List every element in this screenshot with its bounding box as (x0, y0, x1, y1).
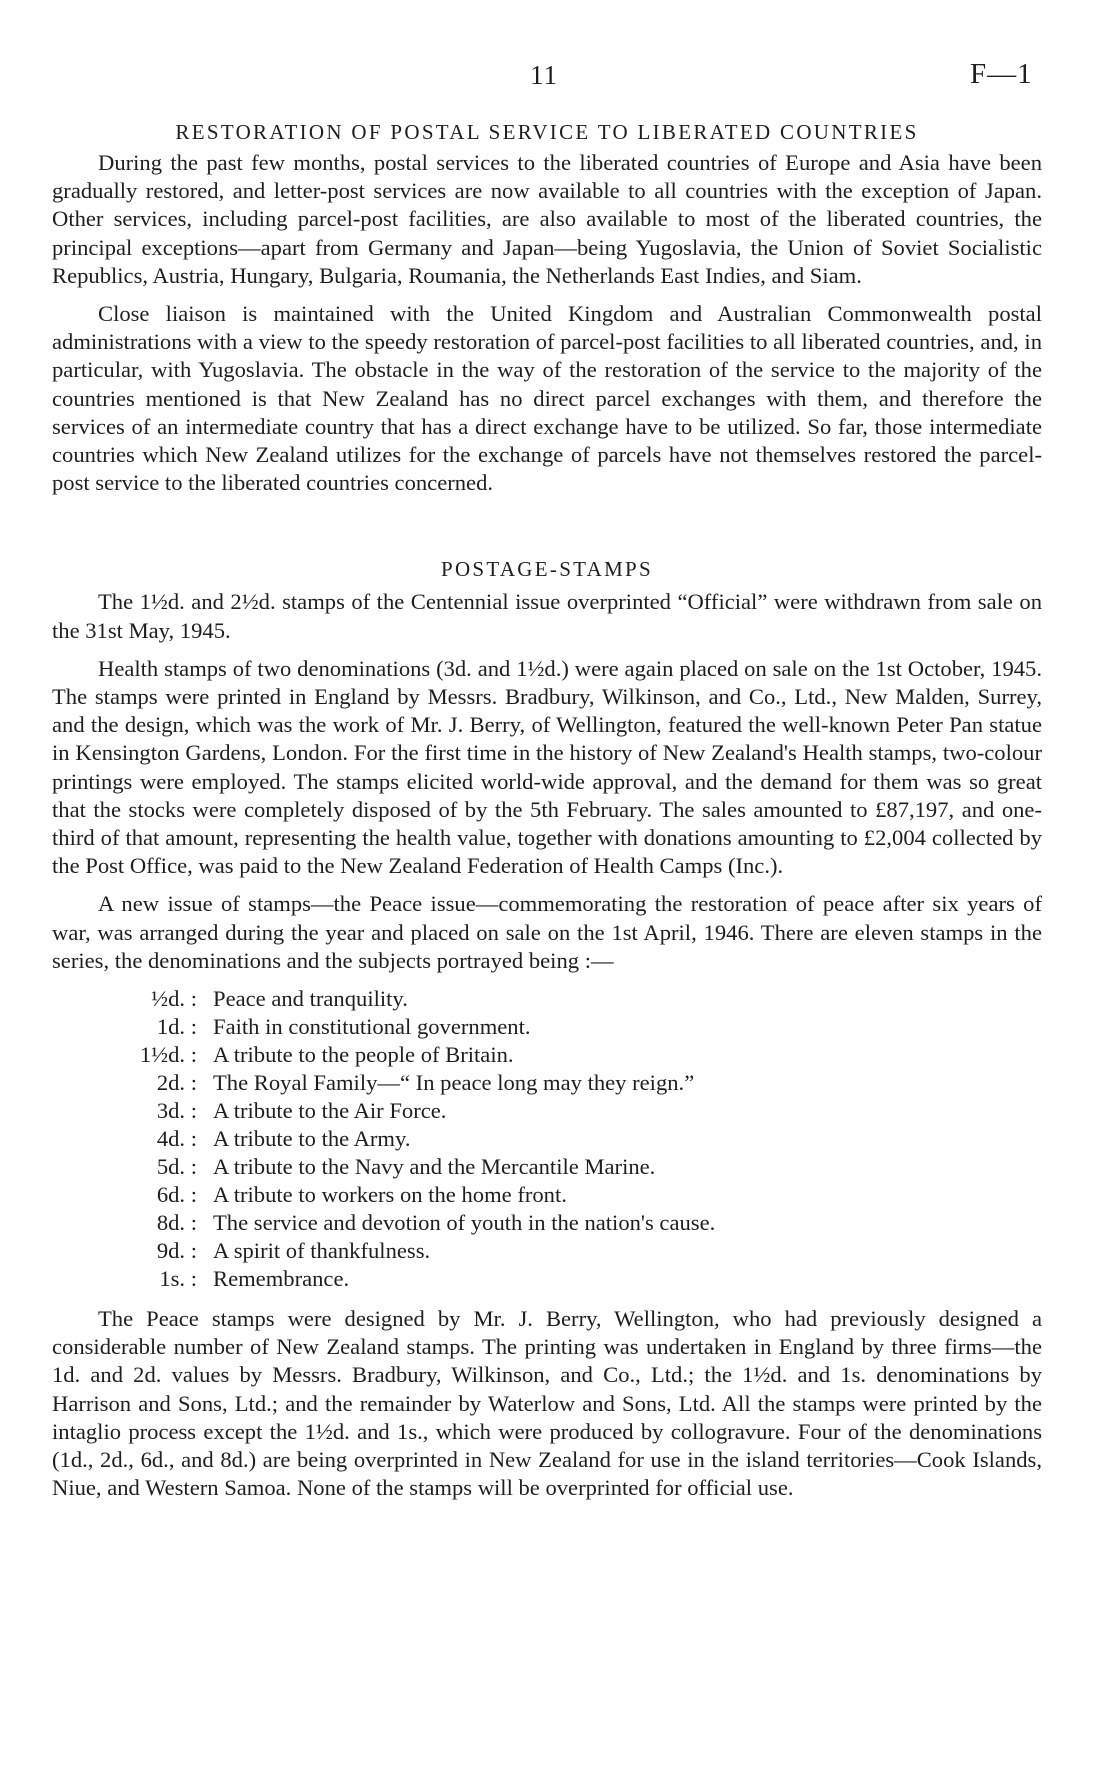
paragraph: The Peace stamps were designed by Mr. J. Berry, Wellington, who had previously designed a considerable number of New Zealand stamps. The printing was undertaken in England by three firms—the 1d. and 2d. values by Messrs. Bradbury, Wilkinson, and Co., Ltd.; the 1½d. and 1s. denominations by Harrison and Sons, Ltd.; and the remainder by Waterlow and Sons, Ltd. All the stamps were printed by the intaglio process except the 1½d. and 1s., which were produced by collogravure. Four of the denominations (1d., 2d., 6d., and 8d.) are being overprinted in New Zealand for use in the island territories—Cook Islands, Niue, and Western Samoa. None of the stamps will be overprinted for official use. (52, 1306, 1042, 1501)
paragraph: During the past few months, postal services to the liberated countries of Europe and Asia have been gradually restored, and letter-post services are now available to all countries with the exception of Japan. Other services, including parcel-post facilities, are also available to most of the liberated countries, the principal exceptions—apart from Germany and Japan—being Yugoslavia, the Union of Soviet Socialistic Republics, Austria, Hungary, Bulgaria, Roumania, the Netherlands East Indies, and Siam. (52, 150, 1042, 288)
section-heading-postage-stamps: POSTAGE-STAMPS (440, 557, 654, 582)
stamp-denomination: 3d. : (156, 1098, 197, 1124)
page-content (52, 118, 1042, 1513)
stamp-subject: Peace and tranquility. (213, 986, 408, 1012)
stamp-subject: The service and devotion of youth in the nation's cause. (213, 1210, 716, 1236)
list-item (52, 1153, 1042, 1181)
stamp-list (52, 985, 1042, 1293)
list-item (52, 1237, 1042, 1265)
stamp-denomination: 4d. : (156, 1126, 197, 1152)
stamp-subject: A tribute to workers on the home front. (213, 1182, 567, 1208)
list-item (52, 1041, 1042, 1069)
list-item (52, 1069, 1042, 1097)
list-item (52, 1209, 1042, 1237)
list-item (52, 1265, 1042, 1293)
stamp-denomination: 1½d. : (139, 1042, 197, 1068)
list-item (52, 1181, 1042, 1209)
paragraph: The 1½d. and 2½d. stamps of the Centennial issue overprinted “Official” were withdrawn from sale on the 31st May, 1945. (52, 589, 1042, 643)
stamp-denomination: 5d. : (156, 1154, 197, 1180)
stamp-subject: A tribute to the people of Britain. (213, 1042, 514, 1068)
list-item (52, 1097, 1042, 1125)
stamp-denomination: 1s. : (159, 1266, 197, 1292)
list-item (52, 1013, 1042, 1041)
stamp-subject: A tribute to the Navy and the Mercantile Marine. (213, 1154, 656, 1180)
list-item (52, 1125, 1042, 1153)
stamp-denomination: 8d. : (156, 1210, 197, 1236)
page-number: 11 (530, 60, 558, 90)
paragraph: A new issue of stamps—the Peace issue—commemorating the restoration of peace after six years of war, was arranged during the year and placed on sale on the 1st April, 1946. There are eleven stamps in the series, the denominations and the subjects portrayed being :— (52, 891, 1042, 973)
stamp-subject: The Royal Family—“ In peace long may they reign.” (213, 1070, 695, 1096)
stamp-subject: A tribute to the Air Force. (213, 1098, 447, 1124)
paragraph: Health stamps of two denominations (3d. and 1½d.) were again placed on sale on the 1st October, 1945. The stamps were printed in England by Messrs. Bradbury, Wilkinson, and Co., Ltd., New Malden, Surrey, and the design, which was the work of Mr. J. Berry, of Wellington, featured the well-known Peter Pan statue in Kensington Gardens, London. For the first time in the history of New Zealand's Health stamps, two-colour printings were employed. The stamps elicited world-wide approval, and the demand for them was so great that the stocks were completely disposed of by the 5th February. The sales amounted to £87,197, and one-third of that amount, representing the health value, together with donations amounting to £2,004 collected by the Post Office, was paid to the New Zealand Federation of Health Camps (Inc.). (52, 655, 1042, 879)
stamp-denomination: 1d. : (156, 1014, 197, 1040)
document-reference: F—1 (970, 58, 1033, 90)
section-heading-postal-service: RESTORATION OF POSTAL SERVICE TO LIBERATED COUNTRIES (175, 120, 919, 144)
stamp-denomination: ½d. : (151, 986, 197, 1012)
stamp-denomination: 6d. : (156, 1182, 197, 1208)
stamp-denomination: 9d. : (156, 1238, 197, 1264)
paragraph: Close liaison is maintained with the United Kingdom and Australian Commonwealth postal administrations with a view to the speedy restoration of parcel-post facilities to all liberated countries, and, in particular, with Yugoslavia. The obstacle in the way of the restoration of the service to the majority of the countries mentioned is that New Zealand has no direct parcel exchanges with them, and therefore the services of an intermediate country that has a direct exchange have to be utilized. So far, those intermediate countries which New Zealand utilizes for the exchange of parcels have not themselves restored the parcel-post service to the liberated countries concerned. (52, 301, 1042, 496)
stamp-subject: Remembrance. (213, 1266, 350, 1292)
stamp-subject: A spirit of thankfulness. (213, 1238, 431, 1264)
stamp-subject: A tribute to the Army. (213, 1126, 411, 1152)
stamp-denomination: 2d. : (156, 1070, 197, 1096)
list-item (52, 985, 1042, 1013)
stamp-subject: Faith in constitutional government. (213, 1014, 531, 1040)
